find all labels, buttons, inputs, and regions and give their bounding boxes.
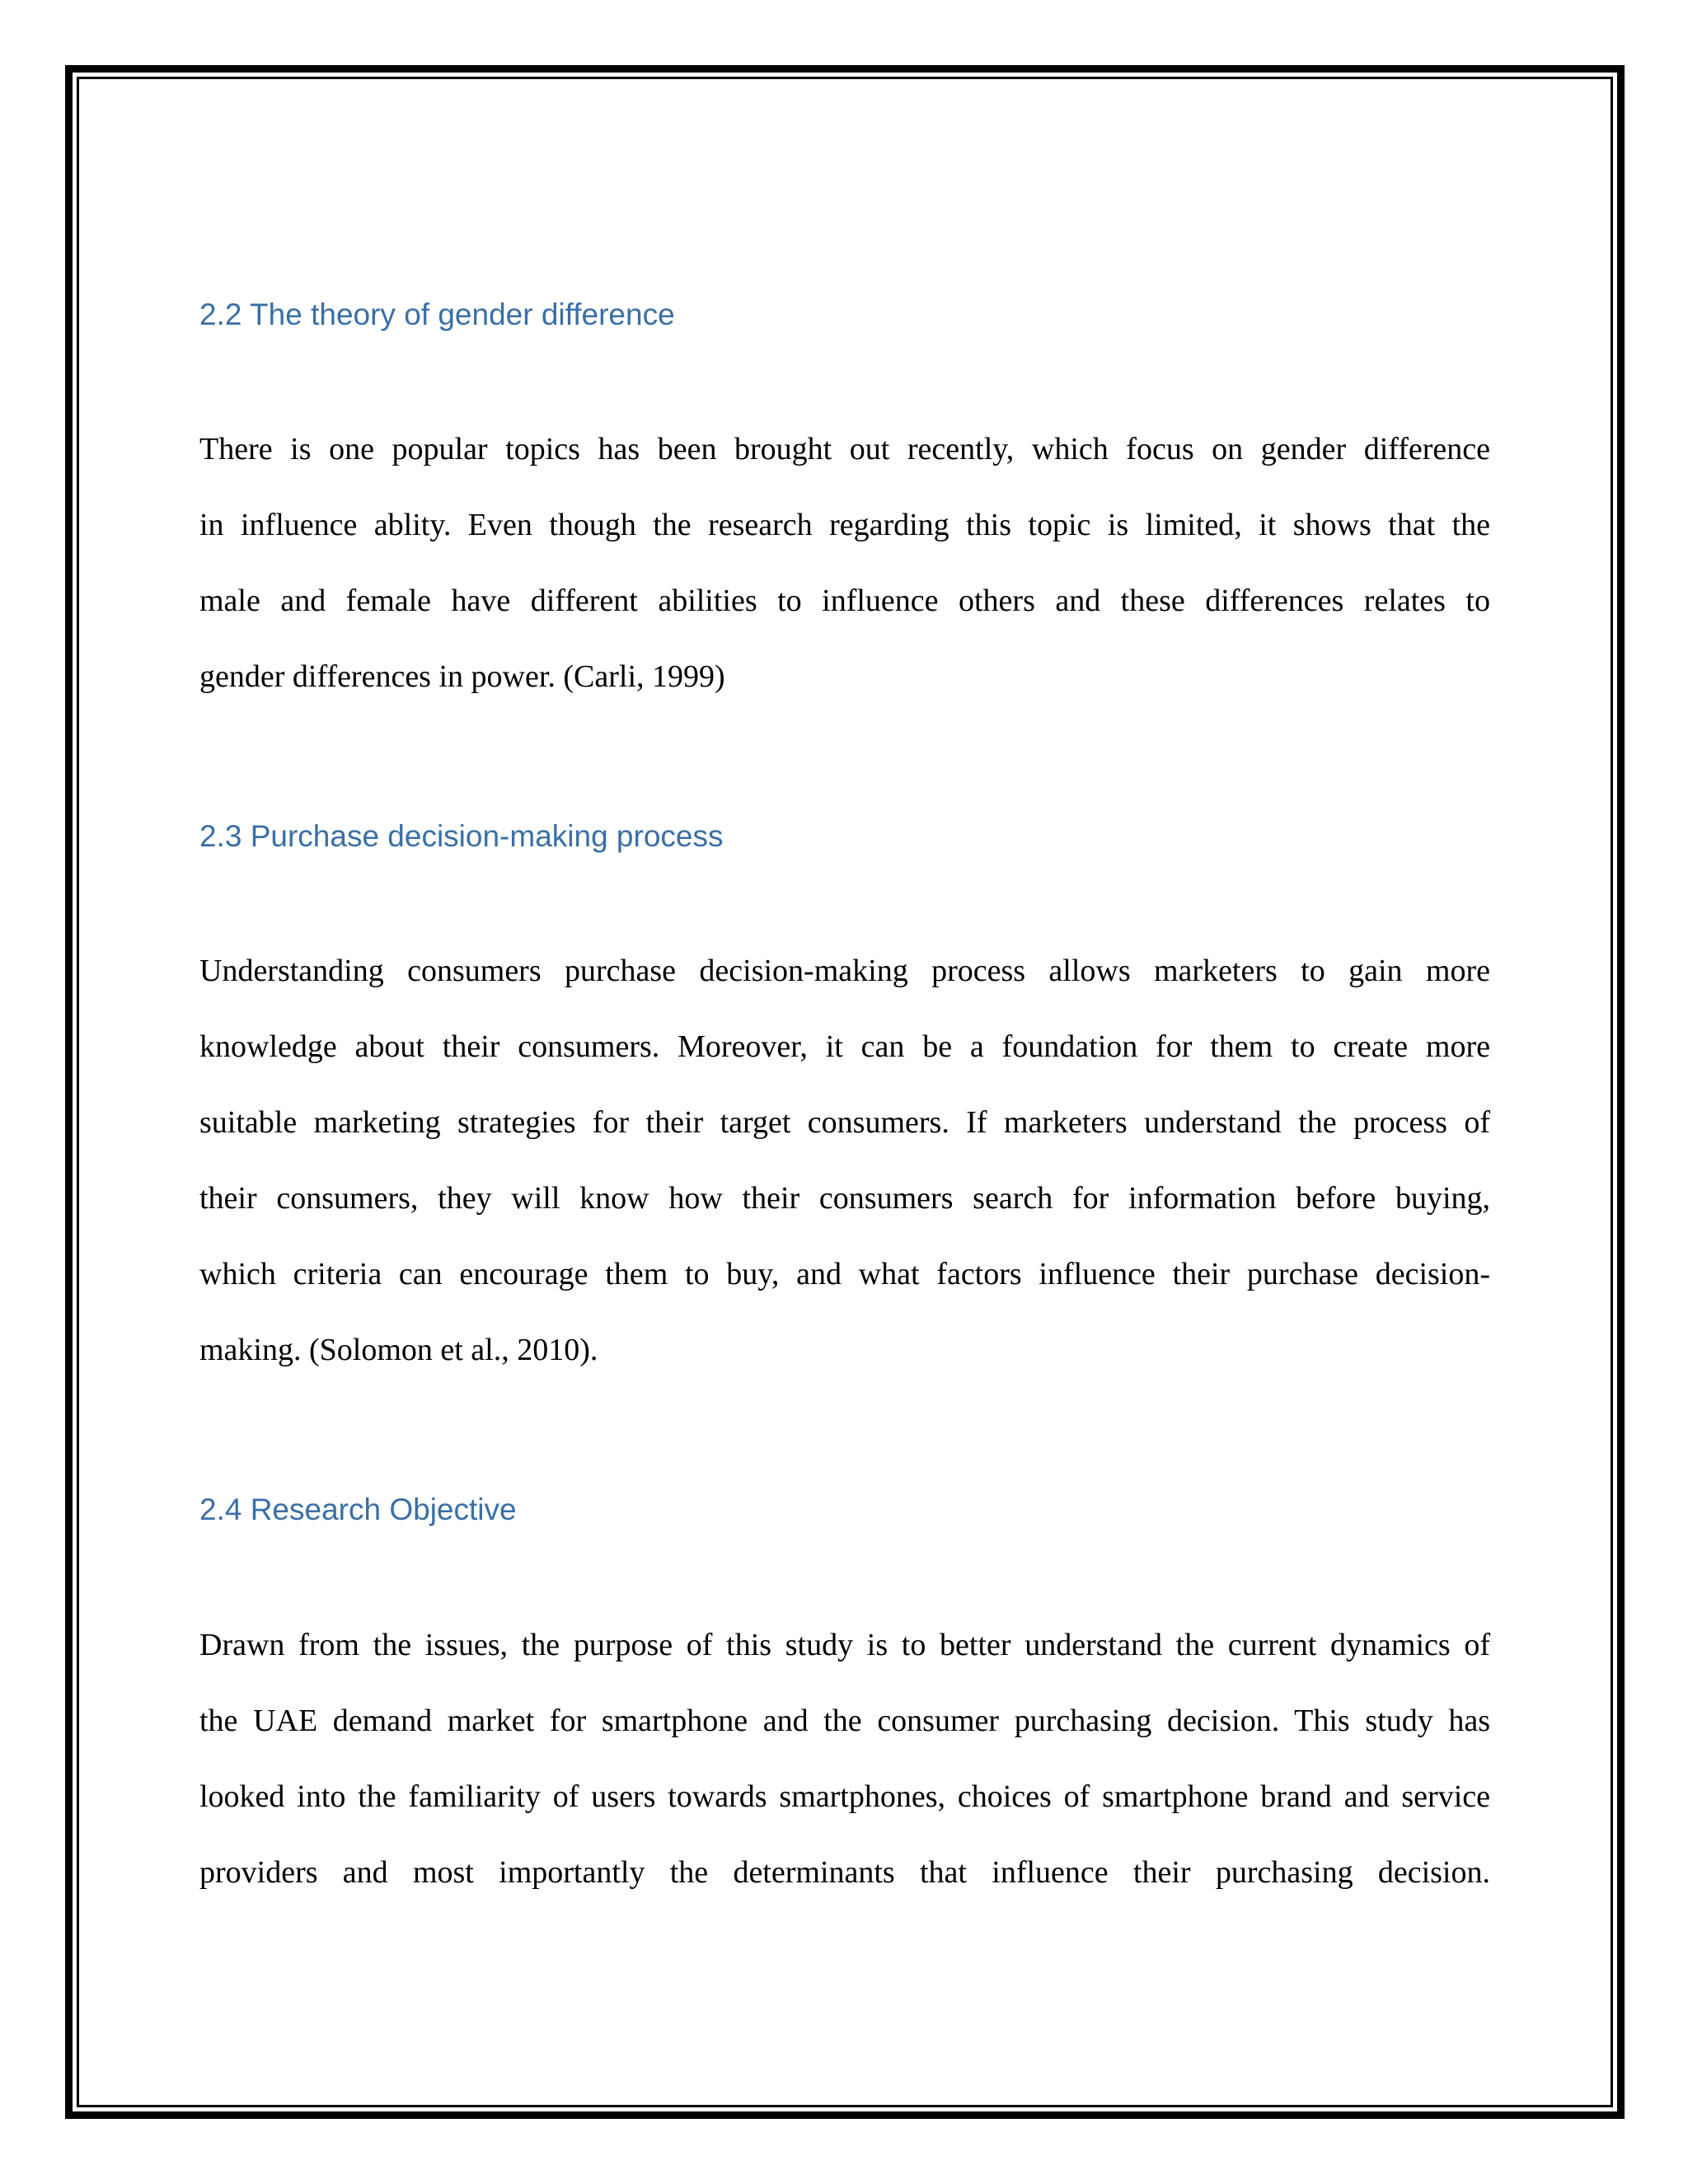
text-line: Drawn from the issues, the purpose of this study is to better understand the current dynamics of [199,1628,1490,1662]
text-line: providers and most importantly the determinants that influence their purchasing decision. [199,1855,1490,1890]
section-paragraph-2-2 [199,411,1490,715]
text-line: their consumers, they will know how their consumers search for information before buying, [199,1181,1490,1216]
section-paragraph-2-4 [199,1607,1490,1910]
text-line: the UAE demand market for smartphone and the consumer purchasing decision. This study has [199,1704,1490,1738]
section-heading-2-2: 2.2 The theory of gender difference [199,298,675,331]
text-line: knowledge about their consumers. Moreover, it can be a foundation for them to create more [199,1029,1490,1064]
text-line: looked into the familiarity of users towards smartphones, choices of smartphone brand and service [199,1779,1490,1814]
section-heading-2-4: 2.4 Research Objective [199,1493,517,1526]
text-line: gender differences in power. (Carli, 1999) [199,659,725,694]
section-heading-2-3: 2.3 Purchase decision-making process [199,819,724,853]
text-line: suitable marketing strategies for their target consumers. If marketers understand the process of [199,1105,1490,1140]
text-line: male and female have different abilities to influence others and these differences relates to [199,583,1490,618]
text-line: which criteria can encourage them to buy, and what factors influence their purchase decision- [199,1257,1490,1291]
text-line: There is one popular topics has been brought out recently, which focus on gender difference [199,432,1490,466]
section-paragraph-2-3 [199,933,1490,1388]
text-line: in influence ablity. Even though the research regarding this topic is limited, it shows that the [199,508,1490,542]
text-line: Understanding consumers purchase decision-making process allows marketers to gain more [199,954,1490,988]
text-line: making. (Solomon et al., 2010). [199,1333,598,1367]
